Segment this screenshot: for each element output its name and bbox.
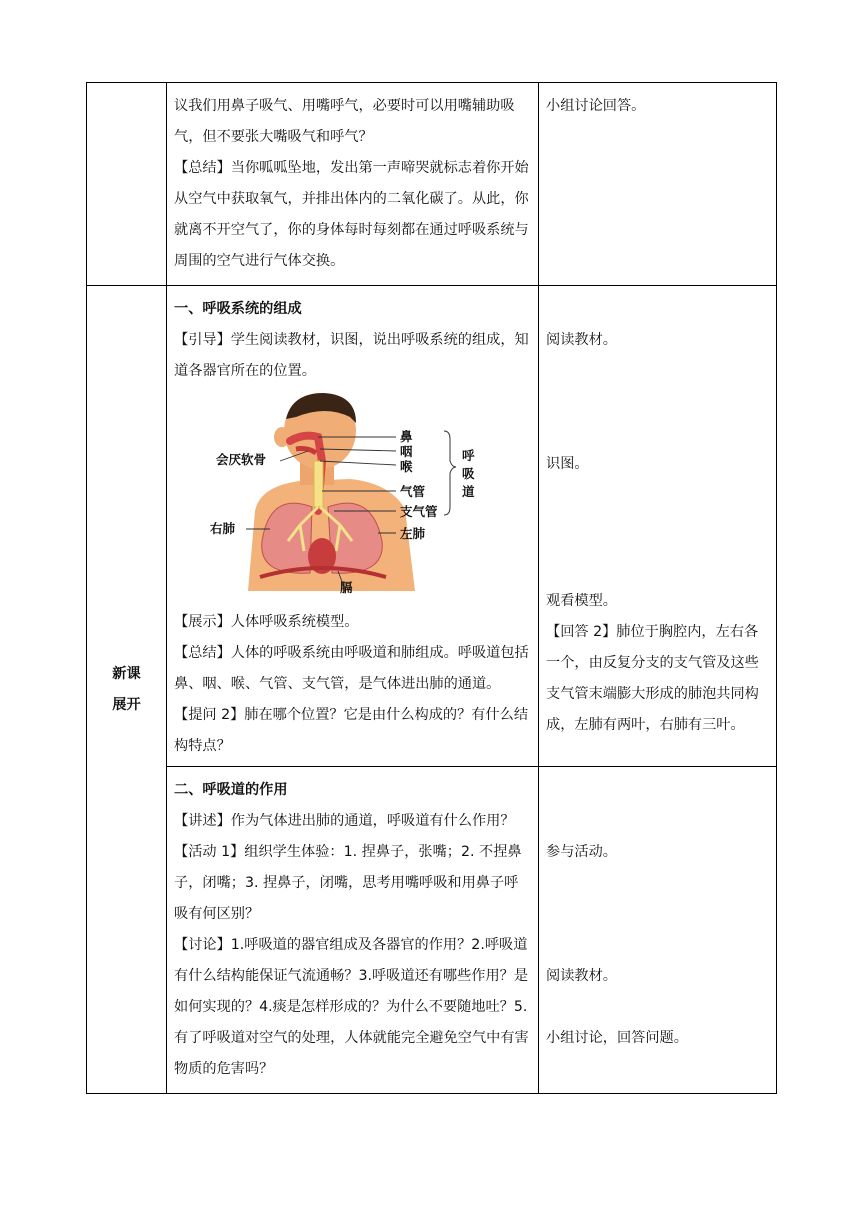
question-text: 【提问 2】肺在哪个位置？它是由什么构成的？有什么结构特点？ <box>174 707 529 754</box>
label-larynx: 喉 <box>400 459 413 474</box>
narrate-text: 【讲述】作为气体进出肺的通道，呼吸道有什么作用？ <box>174 813 515 829</box>
summary-text: 【总结】人体的呼吸系统由呼吸道和肺组成。呼吸道包括鼻、咽、喉、气管、支气管，是气体进出肺的通道。 <box>174 645 529 692</box>
teacher-content-cell <box>167 767 539 1094</box>
activity-discuss: 小组讨论，回答问题。 <box>546 1030 688 1046</box>
label-tract-1: 呼 <box>462 448 475 463</box>
teacher-content-cell <box>167 83 539 286</box>
label-epiglottis: 会厌软骨 <box>216 452 267 467</box>
stage-label-line: 新课 <box>112 665 141 682</box>
lesson-plan-table <box>86 82 777 1094</box>
activity-join: 参与活动。 <box>546 844 617 860</box>
activity1-text: 【活动 1】组织学生体验：1. 捏鼻子，张嘴；2. 不捏鼻子，闭嘴；3. 捏鼻子，闭嘴，思考用嘴呼吸和用鼻子呼吸有何区别？ <box>174 844 522 922</box>
label-diaphragm: 膈 <box>340 580 353 595</box>
respiratory-system-illustration <box>200 391 500 601</box>
activity-read: 阅读教材。 <box>546 332 617 348</box>
label-tract-3: 道 <box>462 484 475 499</box>
discuss-text: 【讨论】1.呼吸道的器官组成及各器官的作用？2.呼吸道有什么结构能保证气流通畅？3.呼吸道还有哪些作用？是如何实现的？4.痰是怎样形成的？为什么不要随地吐？5.有了呼吸道对空气的处理，人体就能完全避免空气中有害物质的危害吗？ <box>174 937 529 1077</box>
student-activity-cell <box>539 83 777 286</box>
activity-text: 小组讨论回答。 <box>546 98 646 114</box>
content-text: 议我们用鼻子吸气、用嘴呼气，必要时可以用嘴辅助吸气，但不要张大嘴吸气和呼气？ <box>174 98 515 145</box>
table-row <box>87 286 777 767</box>
label-left-lung: 左肺 <box>400 526 426 541</box>
label-trachea: 气管 <box>400 484 426 499</box>
table-row <box>87 767 777 1094</box>
summary-text: 【总结】当你呱呱坠地，发出第一声啼哭就标志着你开始从空气中获取氧气，并排出体内的二氧化碳了。从此，你就离不开空气了，你的身体每时每刻都在通过呼吸系统与周围的空气进行气体交换。 <box>174 160 529 269</box>
teacher-content-cell <box>167 286 539 767</box>
label-tract-2: 吸 <box>462 466 475 481</box>
stage-cell-empty <box>87 83 167 286</box>
section-heading: 二、呼吸道的作用 <box>174 782 288 798</box>
guide-text: 【引导】学生阅读教材，识图，说出呼吸系统的组成，知道各器官所在的位置。 <box>174 332 529 379</box>
section-heading: 一、呼吸系统的组成 <box>174 301 302 317</box>
answer-text: 【回答 2】肺位于胸腔内，左右各一个，由反复分支的支气管及这些支气管末端膨大形成的肺泡共同构成，左肺有两叶，右肺有三叶。 <box>546 624 759 733</box>
stage-label-cell <box>87 286 167 1094</box>
student-activity-cell <box>539 286 777 767</box>
table-row <box>87 83 777 286</box>
show-text: 【展示】人体呼吸系统模型。 <box>174 614 359 630</box>
activity-model: 观看模型。 <box>546 593 617 609</box>
stage-label-line: 展开 <box>112 696 141 713</box>
label-bronchus: 支气管 <box>400 504 438 519</box>
activity-read: 阅读教材。 <box>546 968 617 984</box>
label-right-lung: 右肺 <box>210 521 236 536</box>
activity-figure: 识图。 <box>546 456 589 472</box>
label-pharynx: 咽 <box>400 444 413 459</box>
label-nose: 鼻 <box>400 429 413 444</box>
respiratory-system-figure <box>200 391 500 601</box>
student-activity-cell <box>539 767 777 1094</box>
